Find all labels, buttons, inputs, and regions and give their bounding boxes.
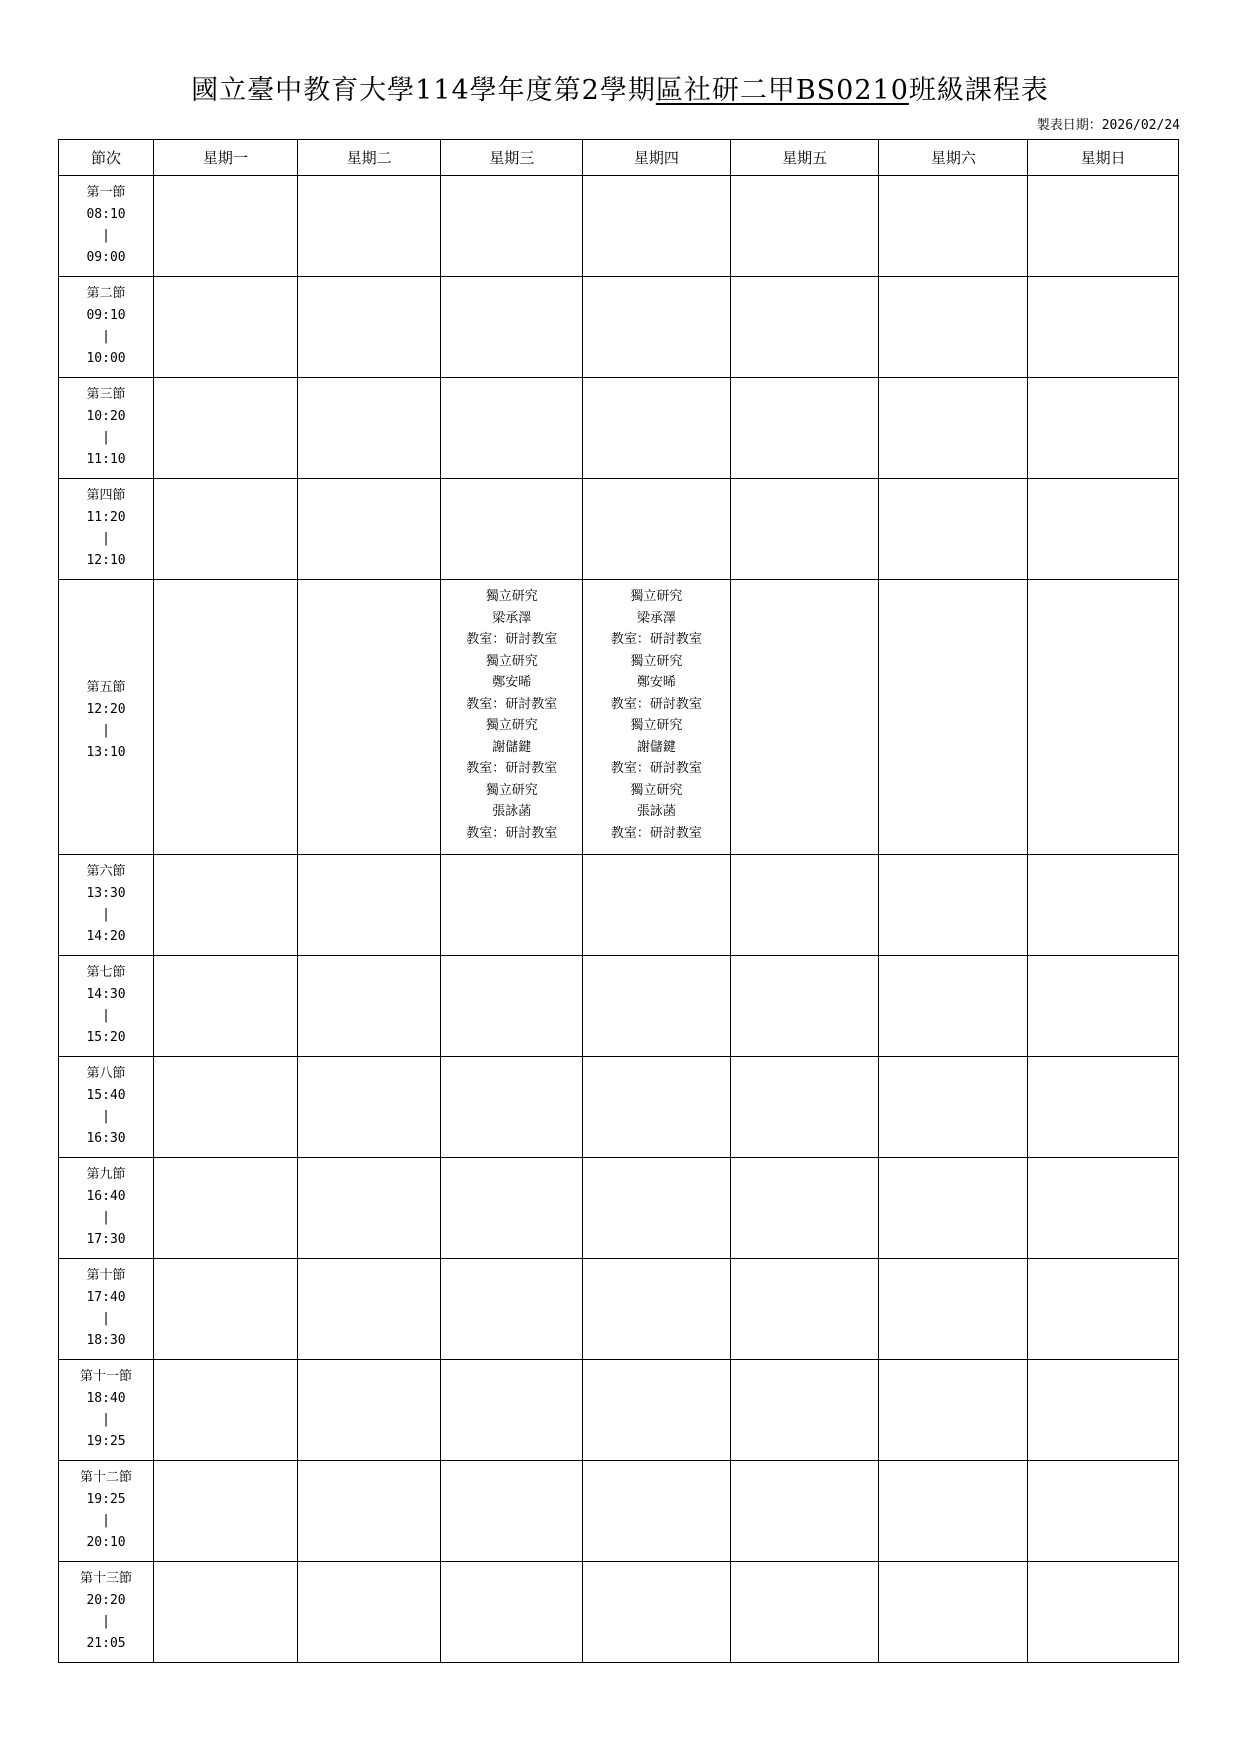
schedule-cell-thu	[583, 1259, 731, 1360]
period-end: 11:10	[86, 451, 126, 467]
course-course: 獨立研究	[485, 589, 538, 604]
title-class-code: 區社研二甲BS0210	[655, 75, 909, 106]
schedule-cell-sat	[879, 1562, 1028, 1663]
schedule-cell-sat	[879, 855, 1028, 956]
column-header-mon: 星期一	[154, 140, 298, 176]
table-row	[59, 1562, 1179, 1663]
schedule-cell-fri	[730, 1360, 879, 1461]
period-sep: |	[102, 907, 110, 922]
schedule-cell-wed	[441, 855, 583, 956]
schedule-cell-tue	[297, 378, 441, 479]
period-sep: |	[102, 1614, 110, 1629]
period-name: 第二節	[86, 286, 126, 301]
schedule-cell-fri	[730, 855, 879, 956]
schedule-cell-mon	[154, 1158, 298, 1259]
schedule-cell-sat	[879, 378, 1028, 479]
schedule-cell-wed	[441, 1158, 583, 1259]
page-title	[0, 68, 1240, 107]
table-row	[59, 1158, 1179, 1259]
schedule-cell-tue	[297, 1360, 441, 1461]
schedule-cell-sun	[1028, 176, 1179, 277]
period-cell	[59, 580, 154, 855]
column-header-tue: 星期二	[297, 140, 441, 176]
schedule-cell-wed	[441, 1259, 583, 1360]
period-cell	[59, 1461, 154, 1562]
schedule-cell-thu	[583, 1360, 731, 1461]
schedule-cell-sun	[1028, 479, 1179, 580]
schedule-cell-sat	[879, 580, 1028, 855]
table-row	[59, 1259, 1179, 1360]
schedule-cell-thu	[583, 580, 731, 855]
schedule-cell-tue	[297, 956, 441, 1057]
schedule-cell-wed	[441, 479, 583, 580]
period-name: 第四節	[86, 488, 126, 503]
period-name: 第十一節	[80, 1369, 133, 1384]
period-end: 13:10	[86, 744, 126, 760]
schedule-cell-thu	[583, 956, 731, 1057]
column-header-sat: 星期六	[879, 140, 1028, 176]
period-cell	[59, 378, 154, 479]
course-course: 獨立研究	[630, 782, 683, 798]
column-header-sun: 星期日	[1028, 140, 1179, 176]
course-room: 教室：研討教室	[466, 696, 558, 712]
course-course: 獨立研究	[630, 653, 683, 669]
table-row	[59, 1057, 1179, 1158]
schedule-cell-thu	[583, 378, 731, 479]
course-list	[583, 580, 730, 844]
period-cell	[59, 176, 154, 277]
schedule-cell-fri	[730, 1057, 879, 1158]
course-room: 教室：研討教室	[466, 825, 558, 841]
schedule-cell-sat	[879, 479, 1028, 580]
period-name: 第九節	[86, 1167, 126, 1182]
table-row	[59, 956, 1179, 1057]
schedule-cell-fri	[730, 956, 879, 1057]
schedule-cell-sun	[1028, 1259, 1179, 1360]
course-teacher: 謝儲鍵	[636, 739, 676, 755]
schedule-cell-thu	[583, 1158, 731, 1259]
period-name: 第五節	[86, 680, 126, 695]
course-teacher: 鄭安晞	[636, 675, 676, 690]
schedule-cell-wed	[441, 1562, 583, 1663]
schedule-cell-tue	[297, 277, 441, 378]
period-start: 19:25	[86, 1491, 126, 1507]
course-room: 教室：研討教室	[466, 761, 558, 776]
schedule-cell-mon	[154, 1057, 298, 1158]
period-end: 15:20	[86, 1029, 126, 1045]
schedule-cell-tue	[297, 1562, 441, 1663]
period-name: 第十節	[86, 1268, 126, 1283]
schedule-cell-fri	[730, 479, 879, 580]
course-course: 獨立研究	[485, 718, 538, 733]
schedule-cell-mon	[154, 277, 298, 378]
course-course: 獨立研究	[485, 653, 538, 669]
table-row	[59, 855, 1179, 956]
schedule-cell-wed	[441, 378, 583, 479]
title-prefix: 國立臺中教育大學114學年度第2學期	[191, 75, 656, 106]
period-sep: |	[102, 1109, 110, 1124]
schedule-cell-sat	[879, 176, 1028, 277]
period-start: 20:20	[86, 1592, 126, 1608]
course-course: 獨立研究	[630, 718, 683, 733]
course-teacher: 謝儲鍵	[492, 739, 532, 755]
period-name: 第十三節	[80, 1571, 133, 1586]
period-cell	[59, 1057, 154, 1158]
column-header-period: 節次	[59, 140, 154, 176]
course-room: 教室：研討教室	[610, 825, 702, 841]
period-start: 17:40	[86, 1289, 126, 1305]
course-course: 獨立研究	[630, 589, 683, 604]
schedule-cell-mon	[154, 956, 298, 1057]
schedule-cell-thu	[583, 1461, 731, 1562]
period-start: 15:40	[86, 1087, 126, 1103]
schedule-cell-mon	[154, 479, 298, 580]
schedule-cell-sun	[1028, 1562, 1179, 1663]
table-row	[59, 1461, 1179, 1562]
schedule-cell-mon	[154, 1360, 298, 1461]
schedule-cell-tue	[297, 1461, 441, 1562]
period-start: 12:20	[86, 701, 126, 717]
schedule-table	[58, 139, 1179, 1663]
schedule-cell-sat	[879, 1259, 1028, 1360]
schedule-cell-mon	[154, 378, 298, 479]
period-start: 14:30	[86, 986, 126, 1002]
period-sep: |	[102, 1311, 110, 1326]
period-end: 14:20	[86, 928, 126, 944]
schedule-cell-sun	[1028, 277, 1179, 378]
schedule-cell-sun	[1028, 378, 1179, 479]
period-sep: |	[102, 1210, 110, 1225]
period-name: 第一節	[86, 185, 126, 200]
course-teacher: 張詠菡	[636, 804, 676, 819]
course-room: 教室：研討教室	[466, 632, 558, 647]
schedule-cell-sun	[1028, 1360, 1179, 1461]
schedule-cell-mon	[154, 176, 298, 277]
schedule-cell-tue	[297, 1259, 441, 1360]
schedule-cell-sat	[879, 277, 1028, 378]
period-start: 09:10	[86, 307, 126, 323]
period-start: 08:10	[86, 206, 126, 222]
course-room: 教室：研討教室	[610, 761, 702, 776]
period-end: 19:25	[86, 1433, 126, 1449]
period-end: 17:30	[86, 1231, 126, 1247]
schedule-cell-mon	[154, 1562, 298, 1663]
schedule-cell-sat	[879, 956, 1028, 1057]
course-teacher: 張詠菡	[492, 804, 532, 819]
schedule-cell-sat	[879, 1057, 1028, 1158]
period-end: 16:30	[86, 1130, 126, 1146]
period-cell	[59, 1562, 154, 1663]
schedule-cell-sat	[879, 1461, 1028, 1562]
period-sep: |	[102, 531, 110, 546]
period-start: 16:40	[86, 1188, 126, 1204]
schedule-cell-sun	[1028, 1461, 1179, 1562]
schedule-cell-tue	[297, 1057, 441, 1158]
schedule-cell-fri	[730, 176, 879, 277]
schedule-cell-wed	[441, 580, 583, 855]
period-end: 21:05	[86, 1635, 126, 1651]
schedule-cell-tue	[297, 479, 441, 580]
schedule-cell-wed	[441, 1360, 583, 1461]
table-row	[59, 580, 1179, 855]
table-row	[59, 1360, 1179, 1461]
schedule-cell-sun	[1028, 1057, 1179, 1158]
table-row	[59, 479, 1179, 580]
period-name: 第十二節	[80, 1470, 133, 1485]
schedule-cell-sun	[1028, 580, 1179, 855]
title-suffix: 班級課程表	[908, 75, 1049, 106]
period-cell	[59, 1158, 154, 1259]
column-header-fri: 星期五	[730, 140, 879, 176]
period-start: 10:20	[86, 408, 126, 424]
course-course: 獨立研究	[485, 782, 538, 798]
schedule-cell-mon	[154, 580, 298, 855]
period-end: 10:00	[86, 350, 126, 366]
period-sep: |	[102, 430, 110, 445]
period-cell	[59, 956, 154, 1057]
period-sep: |	[102, 1008, 110, 1023]
schedule-cell-sun	[1028, 1158, 1179, 1259]
course-teacher: 梁承澤	[636, 610, 676, 626]
period-name: 第六節	[86, 864, 126, 879]
schedule-cell-tue	[297, 176, 441, 277]
schedule-cell-thu	[583, 176, 731, 277]
schedule-cell-sun	[1028, 855, 1179, 956]
table-row	[59, 176, 1179, 277]
schedule-cell-wed	[441, 956, 583, 1057]
schedule-cell-fri	[730, 277, 879, 378]
course-room: 教室：研討教室	[610, 632, 702, 647]
period-name: 第八節	[86, 1066, 126, 1081]
period-end: 09:00	[86, 249, 126, 265]
schedule-cell-sat	[879, 1158, 1028, 1259]
schedule-cell-wed	[441, 1057, 583, 1158]
period-cell	[59, 479, 154, 580]
schedule-cell-thu	[583, 479, 731, 580]
period-sep: |	[102, 1412, 110, 1427]
course-teacher: 梁承澤	[492, 610, 532, 626]
schedule-cell-wed	[441, 277, 583, 378]
period-sep: |	[102, 723, 110, 738]
period-start: 11:20	[86, 509, 126, 525]
schedule-cell-thu	[583, 277, 731, 378]
period-end: 18:30	[86, 1332, 126, 1348]
course-room: 教室：研討教室	[610, 696, 702, 712]
schedule-cell-tue	[297, 855, 441, 956]
period-start: 13:30	[86, 885, 126, 901]
table-row	[59, 378, 1179, 479]
period-sep: |	[102, 329, 110, 344]
period-cell	[59, 277, 154, 378]
course-teacher: 鄭安晞	[492, 675, 532, 690]
schedule-cell-sun	[1028, 956, 1179, 1057]
schedule-cell-wed	[441, 176, 583, 277]
header-row	[59, 140, 1179, 176]
schedule-cell-wed	[441, 1461, 583, 1562]
schedule-cell-mon	[154, 1461, 298, 1562]
period-end: 20:10	[86, 1534, 126, 1550]
schedule-cell-thu	[583, 855, 731, 956]
schedule-cell-fri	[730, 1259, 879, 1360]
schedule-cell-fri	[730, 1158, 879, 1259]
period-name: 第七節	[86, 965, 126, 980]
schedule-cell-sat	[879, 1360, 1028, 1461]
period-end: 12:10	[86, 552, 126, 568]
period-start: 18:40	[86, 1390, 126, 1406]
schedule-cell-fri	[730, 580, 879, 855]
table-row	[59, 277, 1179, 378]
column-header-thu: 星期四	[583, 140, 731, 176]
period-cell	[59, 1360, 154, 1461]
period-name: 第三節	[86, 387, 126, 402]
schedule-cell-thu	[583, 1057, 731, 1158]
schedule-cell-thu	[583, 1562, 731, 1663]
course-list	[441, 580, 582, 844]
schedule-cell-fri	[730, 378, 879, 479]
schedule-cell-fri	[730, 1461, 879, 1562]
print-date: 製表日期：2026/02/24	[1036, 118, 1180, 133]
column-header-wed: 星期三	[441, 140, 583, 176]
schedule-cell-mon	[154, 1259, 298, 1360]
period-cell	[59, 1259, 154, 1360]
period-cell	[59, 855, 154, 956]
period-sep: |	[102, 1513, 110, 1528]
schedule-cell-tue	[297, 1158, 441, 1259]
schedule-cell-tue	[297, 580, 441, 855]
schedule-cell-mon	[154, 855, 298, 956]
period-sep: |	[102, 228, 110, 243]
schedule-cell-fri	[730, 1562, 879, 1663]
